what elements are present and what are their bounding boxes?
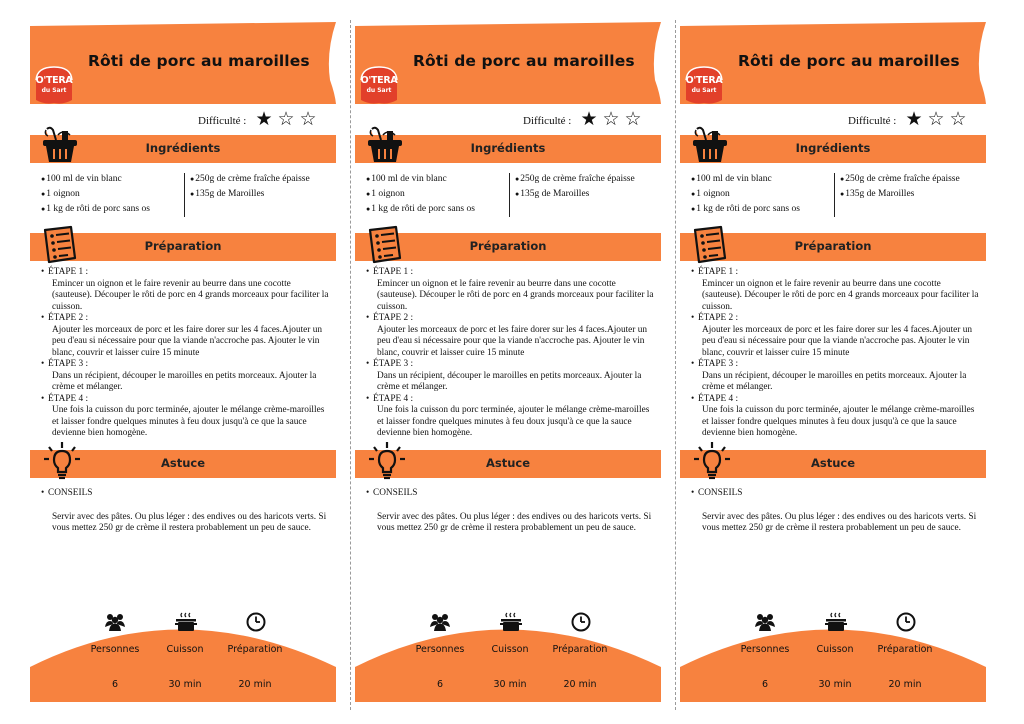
star-empty-icon: ☆ <box>299 109 319 130</box>
ingredient-item <box>190 172 310 187</box>
step-text: Emincer un oignon et le faire revenir au beurre dans une cocotte (sauteuse). Découper le rôti de porc en 4 grands morceaux pour faciliter la cuisson. <box>52 278 329 312</box>
preparation-title: Préparation <box>144 239 222 253</box>
step-text: Dans un récipient, découper le maroilles en petits morceaux. Ajouter la crème et mélanger. <box>377 370 642 392</box>
ingredient-text: 1 oignon <box>371 189 405 199</box>
bullet-icon: ● <box>366 175 371 183</box>
bullet-icon: ● <box>840 175 845 183</box>
card-footer <box>680 612 986 702</box>
ingredients-title: Ingrédients <box>470 141 546 155</box>
ingredients-divider <box>509 173 510 217</box>
ingredients-title: Ingrédients <box>795 141 871 155</box>
tip-title: Astuce <box>810 456 856 470</box>
ingredient-item <box>691 202 800 217</box>
lightbulb-icon <box>367 441 407 483</box>
bullet-icon: ● <box>691 205 696 213</box>
prep-time-label: Préparation <box>877 644 933 655</box>
ingredient-text: 1 oignon <box>696 189 730 199</box>
prep-time-label: Préparation <box>552 644 608 655</box>
persons-label: Personnes <box>90 644 140 655</box>
ingredient-text: 100 ml de vin blanc <box>46 174 122 184</box>
ingredient-item <box>366 187 475 202</box>
recipe-title: Rôti de porc au maroilles <box>738 52 960 70</box>
ingredient-text: 1 oignon <box>46 189 80 199</box>
logo-subtext: du Sart <box>41 87 67 94</box>
star-empty-icon: ☆ <box>949 109 969 130</box>
ingredient-text: 250g de crème fraîche épaisse <box>520 174 635 184</box>
ingredients-left <box>41 172 150 217</box>
tip-label: CONSEILS <box>698 488 743 498</box>
star-empty-icon: ☆ <box>624 109 644 130</box>
card-footer <box>355 612 661 702</box>
bullet-icon: ● <box>190 190 195 198</box>
recipe-title: Rôti de porc au maroilles <box>413 52 635 70</box>
ingredient-text: 100 ml de vin blanc <box>696 174 772 184</box>
ingredients-left <box>366 172 475 217</box>
people-icon <box>104 612 126 632</box>
step-text: Ajouter les morceaux de porc et les faire dorer sur les 4 faces.Ajouter un peu d'eau si nécessaire pour que la viande n'accroche pas. Ajouter le vin blanc, couvrir et laisser cuire 15 minute <box>702 324 973 358</box>
otera-logo <box>683 66 725 106</box>
tip-section: • CONSEILS Servir avec des pâtes. Ou plus léger : des endives ou des haricots verts. Si vous mettez 250 gr de crème il restera probablement un peu de sauce. <box>691 488 983 535</box>
tip-label: CONSEILS <box>48 488 93 498</box>
star-filled-icon: ★ <box>580 109 600 130</box>
step-heading: • ÉTAPE 4 : <box>691 393 739 404</box>
cooking-value: 30 min <box>493 679 527 690</box>
difficulty-stars <box>904 108 970 131</box>
tip-text: Servir avec des pâtes. Ou plus léger : des endives ou des haricots verts. Si vous mettez 250 gr de crème il restera probablement un peu de sauce. <box>702 511 977 533</box>
preparation-title: Préparation <box>469 239 547 253</box>
tip-title: Astuce <box>160 456 206 470</box>
logo-text: O'TERA <box>35 75 73 86</box>
logo-subtext: du Sart <box>366 87 392 94</box>
ingredient-text: 135g de Maroilles <box>520 189 590 199</box>
cut-line <box>675 20 676 710</box>
checklist-icon <box>40 225 80 267</box>
ingredient-text: 250g de crème fraîche épaisse <box>845 174 960 184</box>
card-header <box>30 22 336 104</box>
recipe-card <box>355 22 661 702</box>
otera-logo <box>33 66 75 106</box>
step-text: Dans un récipient, découper le maroilles en petits morceaux. Ajouter la crème et mélanger. <box>702 370 967 392</box>
ingredient-item <box>41 187 150 202</box>
bullet-icon: ● <box>190 175 195 183</box>
difficulty-label: Difficulté : <box>198 115 247 127</box>
cooking-label: Cuisson <box>491 644 529 655</box>
difficulty-label: Difficulté : <box>848 115 897 127</box>
step-text: Une fois la cuisson du porc terminée, ajouter le mélange crème-maroilles et laisser fondre quelques minutes à feu doux jusqu'à ce que la sauce devienne bien homogène. <box>702 405 975 438</box>
ingredients-divider <box>184 173 185 217</box>
tip-text: Servir avec des pâtes. Ou plus léger : des endives ou des haricots verts. Si vous mettez 250 gr de crème il restera probablement un peu de sauce. <box>377 511 652 533</box>
step-heading: • ÉTAPE 2 : <box>691 313 739 323</box>
prep-time-value: 20 min <box>888 679 922 690</box>
step-heading: • ÉTAPE 4 : <box>41 393 89 404</box>
bullet-icon: ● <box>691 190 696 198</box>
step-heading: • ÉTAPE 2 : <box>366 313 414 323</box>
prep-time-value: 20 min <box>238 679 272 690</box>
ingredient-text: 250g de crème fraîche épaisse <box>195 174 310 184</box>
ingredients-left <box>691 172 800 217</box>
logo-subtext: du Sart <box>691 87 717 94</box>
star-filled-icon: ★ <box>255 109 275 130</box>
bullet-icon: ● <box>515 190 520 198</box>
prep-time-value: 20 min <box>563 679 597 690</box>
ingredient-item <box>840 172 960 187</box>
basket-icon <box>690 126 730 168</box>
ingredients-title: Ingrédients <box>145 141 221 155</box>
bullet-icon: ● <box>41 205 46 213</box>
step-text: Ajouter les morceaux de porc et les faire dorer sur les 4 faces.Ajouter un peu d'eau si nécessaire pour que la viande n'accroche pas. Ajouter le vin blanc, couvrir et laisser cuire 15 minute <box>52 324 323 358</box>
preparation-steps <box>366 267 658 440</box>
checklist-icon <box>365 225 405 267</box>
pot-icon <box>825 612 847 632</box>
ingredient-text: 1 kg de rôti de porc sans os <box>371 204 475 214</box>
cooking-value: 30 min <box>168 679 202 690</box>
bullet-icon: ● <box>515 175 520 183</box>
ingredient-item <box>41 202 150 217</box>
persons-value: 6 <box>436 679 444 690</box>
step-heading: • ÉTAPE 3 : <box>691 359 739 369</box>
star-filled-icon: ★ <box>905 109 925 130</box>
difficulty-stars <box>254 108 320 131</box>
star-empty-icon: ☆ <box>602 109 622 130</box>
ingredient-item <box>840 187 960 202</box>
tip-label: CONSEILS <box>373 488 418 498</box>
preparation-steps <box>41 267 333 440</box>
step-text: Emincer un oignon et le faire revenir au beurre dans une cocotte (sauteuse). Découper le rôti de porc en 4 grands morceaux pour faciliter la cuisson. <box>702 278 979 312</box>
persons-label: Personnes <box>415 644 465 655</box>
ingredient-text: 135g de Maroilles <box>195 189 265 199</box>
difficulty-stars <box>579 108 645 131</box>
logo-text: O'TERA <box>685 75 723 86</box>
bullet-icon: ● <box>366 190 371 198</box>
cooking-label: Cuisson <box>166 644 204 655</box>
step-text: Ajouter les morceaux de porc et les faire dorer sur les 4 faces.Ajouter un peu d'eau si nécessaire pour que la viande n'accroche pas. Ajouter le vin blanc, couvrir et laisser cuire 15 minute <box>377 324 648 358</box>
checklist-icon <box>690 225 730 267</box>
tip-text: Servir avec des pâtes. Ou plus léger : des endives ou des haricots verts. Si vous mettez 250 gr de crème il restera probablement un peu de sauce. <box>52 511 327 533</box>
ingredients-divider <box>834 173 835 217</box>
clock-icon <box>895 612 917 632</box>
pot-icon <box>175 612 197 632</box>
pot-icon <box>500 612 522 632</box>
ingredient-text: 1 kg de rôti de porc sans os <box>696 204 800 214</box>
lightbulb-icon <box>692 441 732 483</box>
cooking-value: 30 min <box>818 679 852 690</box>
step-heading: • ÉTAPE 1 : <box>691 267 739 277</box>
tip-section: • CONSEILS Servir avec des pâtes. Ou plus léger : des endives ou des haricots verts. Si vous mettez 250 gr de crème il restera probablement un peu de sauce. <box>41 488 333 535</box>
step-heading: • ÉTAPE 2 : <box>41 313 89 323</box>
ingredient-text: 135g de Maroilles <box>845 189 915 199</box>
basket-icon <box>365 126 405 168</box>
preparation-title: Préparation <box>794 239 872 253</box>
step-heading: • ÉTAPE 4 : <box>366 393 414 404</box>
recipe-title: Rôti de porc au maroilles <box>88 52 310 70</box>
lightbulb-icon <box>42 441 82 483</box>
persons-value: 6 <box>761 679 769 690</box>
ingredients-right <box>840 172 960 202</box>
ingredient-item <box>190 187 310 202</box>
bullet-icon: ● <box>691 175 696 183</box>
ingredient-item <box>366 172 475 187</box>
step-heading: • ÉTAPE 1 : <box>366 267 414 277</box>
cooking-label: Cuisson <box>816 644 854 655</box>
recipe-card <box>680 22 986 702</box>
ingredient-item <box>515 172 635 187</box>
step-text: Une fois la cuisson du porc terminée, ajouter le mélange crème-maroilles et laisser fondre quelques minutes à feu doux jusqu'à ce que la sauce devienne bien homogène. <box>377 405 650 438</box>
card-header <box>355 22 661 104</box>
ingredient-item <box>691 172 800 187</box>
ingredients-right <box>190 172 310 202</box>
bullet-icon: ● <box>366 205 371 213</box>
cut-line <box>350 20 351 710</box>
people-icon <box>754 612 776 632</box>
card-footer <box>30 612 336 702</box>
persons-value: 6 <box>111 679 119 690</box>
otera-logo <box>358 66 400 106</box>
star-empty-icon: ☆ <box>277 109 297 130</box>
step-text: Emincer un oignon et le faire revenir au beurre dans une cocotte (sauteuse). Découper le rôti de porc en 4 grands morceaux pour faciliter la cuisson. <box>377 278 654 312</box>
ingredient-text: 1 kg de rôti de porc sans os <box>46 204 150 214</box>
step-heading: • ÉTAPE 3 : <box>366 359 414 369</box>
prep-time-label: Préparation <box>227 644 283 655</box>
clock-icon <box>570 612 592 632</box>
bullet-icon: ● <box>41 190 46 198</box>
ingredient-item <box>366 202 475 217</box>
difficulty-label: Difficulté : <box>523 115 572 127</box>
ingredients-right <box>515 172 635 202</box>
bullet-icon: ● <box>840 190 845 198</box>
persons-label: Personnes <box>740 644 790 655</box>
step-heading: • ÉTAPE 1 : <box>41 267 89 277</box>
step-text: Une fois la cuisson du porc terminée, ajouter le mélange crème-maroilles et laisser fondre quelques minutes à feu doux jusqu'à ce que la sauce devienne bien homogène. <box>52 405 325 438</box>
step-heading: • ÉTAPE 3 : <box>41 359 89 369</box>
ingredient-text: 100 ml de vin blanc <box>371 174 447 184</box>
ingredient-item <box>41 172 150 187</box>
tip-title: Astuce <box>485 456 531 470</box>
star-empty-icon: ☆ <box>927 109 947 130</box>
basket-icon <box>40 126 80 168</box>
logo-text: O'TERA <box>360 75 398 86</box>
people-icon <box>429 612 451 632</box>
preparation-steps <box>691 267 983 440</box>
tip-section: • CONSEILS Servir avec des pâtes. Ou plus léger : des endives ou des haricots verts. Si vous mettez 250 gr de crème il restera probablement un peu de sauce. <box>366 488 658 535</box>
step-text: Dans un récipient, découper le maroilles en petits morceaux. Ajouter la crème et mélanger. <box>52 370 317 392</box>
clock-icon <box>245 612 267 632</box>
bullet-icon: ● <box>41 175 46 183</box>
card-header <box>680 22 986 104</box>
ingredient-item <box>691 187 800 202</box>
ingredient-item <box>515 187 635 202</box>
recipe-card <box>30 22 336 702</box>
